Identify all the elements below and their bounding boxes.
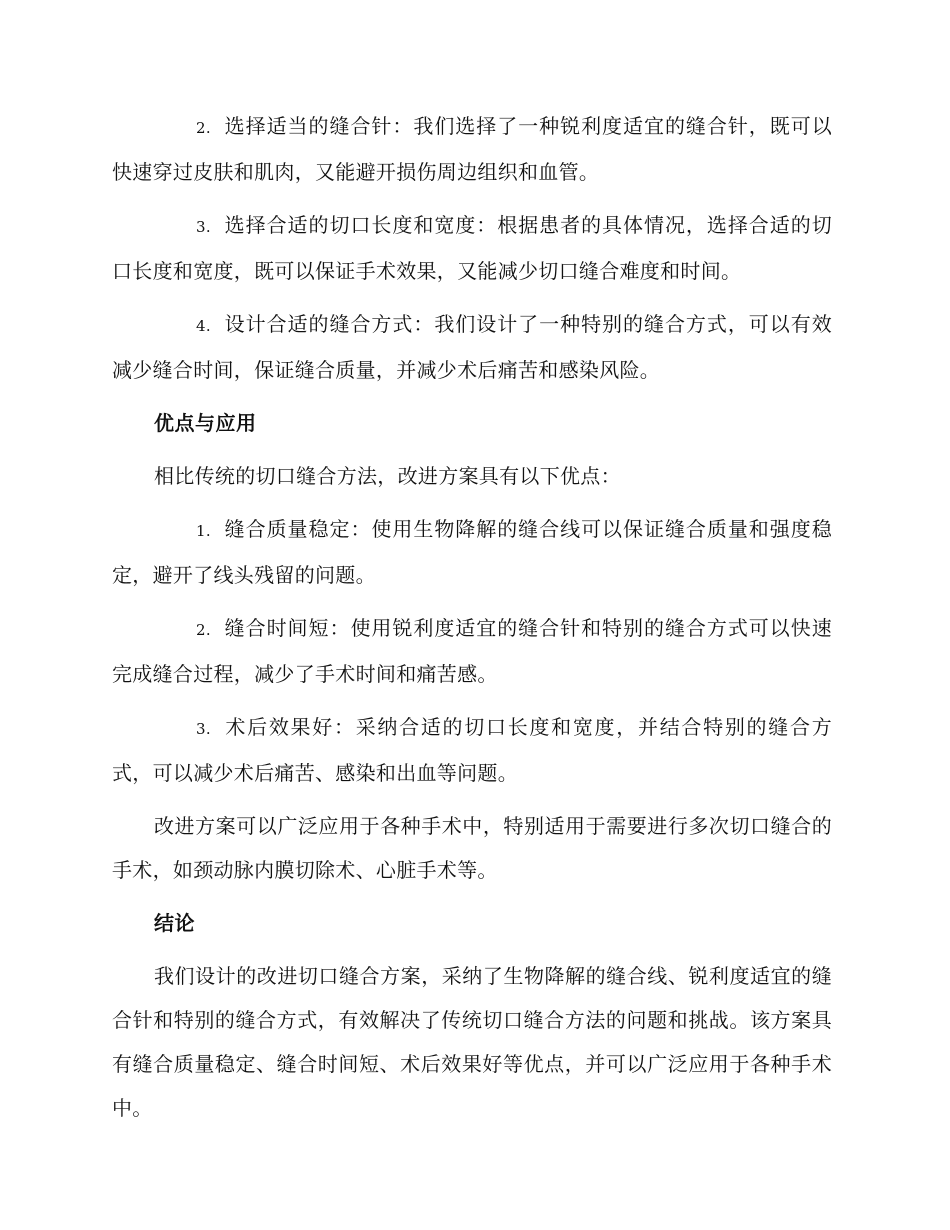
section-heading-advantages: 优点与应用 [154,411,257,435]
advantage-item-2 [112,606,832,696]
list-item-3-incision-size [112,203,832,293]
list-text: 选择适当的缝合针：我们选择了一种锐利度适宜的缝合针，既可以快速穿过皮肤和肌肉，又能避开损伤周边组织和血管。 [112,114,832,184]
list-text: 设计合适的缝合方式：我们设计了一种特别的缝合方式，可以有效减少缝合时间，保证缝合质量，并减少术后痛苦和感染风险。 [112,312,832,382]
list-text: 缝合质量稳定：使用生物降解的缝合线可以保证缝合质量和强度稳定，避开了线头残留的问题。 [112,517,832,587]
conclusion-paragraph: 我们设计的改进切口缝合方案，采纳了生物降解的缝合线、锐利度适宜的缝合针和特别的缝合方式，有效解决了传统切口缝合方法的问题和挑战。该方案具有缝合质量稳定、缝合时间短、术后效果好等优点，并可以广泛应用于各种手术中。 [112,964,832,1120]
list-item-4-suture-method [112,302,832,392]
list-number: 1. [196,522,211,540]
list-text: 选择合适的切口长度和宽度：根据患者的具体情况，选择合适的切口长度和宽度，既可以保证手术效果，又能减少切口缝合难度和时间。 [112,213,832,283]
advantage-item-1 [112,507,832,597]
advantage-item-3 [112,705,832,795]
list-number: 2. [196,119,211,137]
list-text: 缝合时间短：使用锐利度适宜的缝合针和特别的缝合方式可以快速完成缝合过程，减少了手术时间和痛苦感。 [112,616,832,686]
advantages-intro: 相比传统的切口缝合方法，改进方案具有以下优点： [154,464,621,488]
list-number: 3. [196,218,211,236]
list-text: 术后效果好：采纳合适的切口长度和宽度，并结合特别的缝合方式，可以减少术后痛苦、感染和出血等问题。 [112,715,832,785]
application-paragraph: 改进方案可以广泛应用于各种手术中，特别适用于需要进行多次切口缝合的手术，如颈动脉内膜切除术、心脏手术等。 [112,814,832,882]
section-heading-conclusion: 结论 [154,911,195,935]
list-item-2-suture-needle [112,104,832,194]
list-number: 4. [196,317,211,335]
list-number: 3. [196,720,211,738]
list-number: 2. [196,621,211,639]
